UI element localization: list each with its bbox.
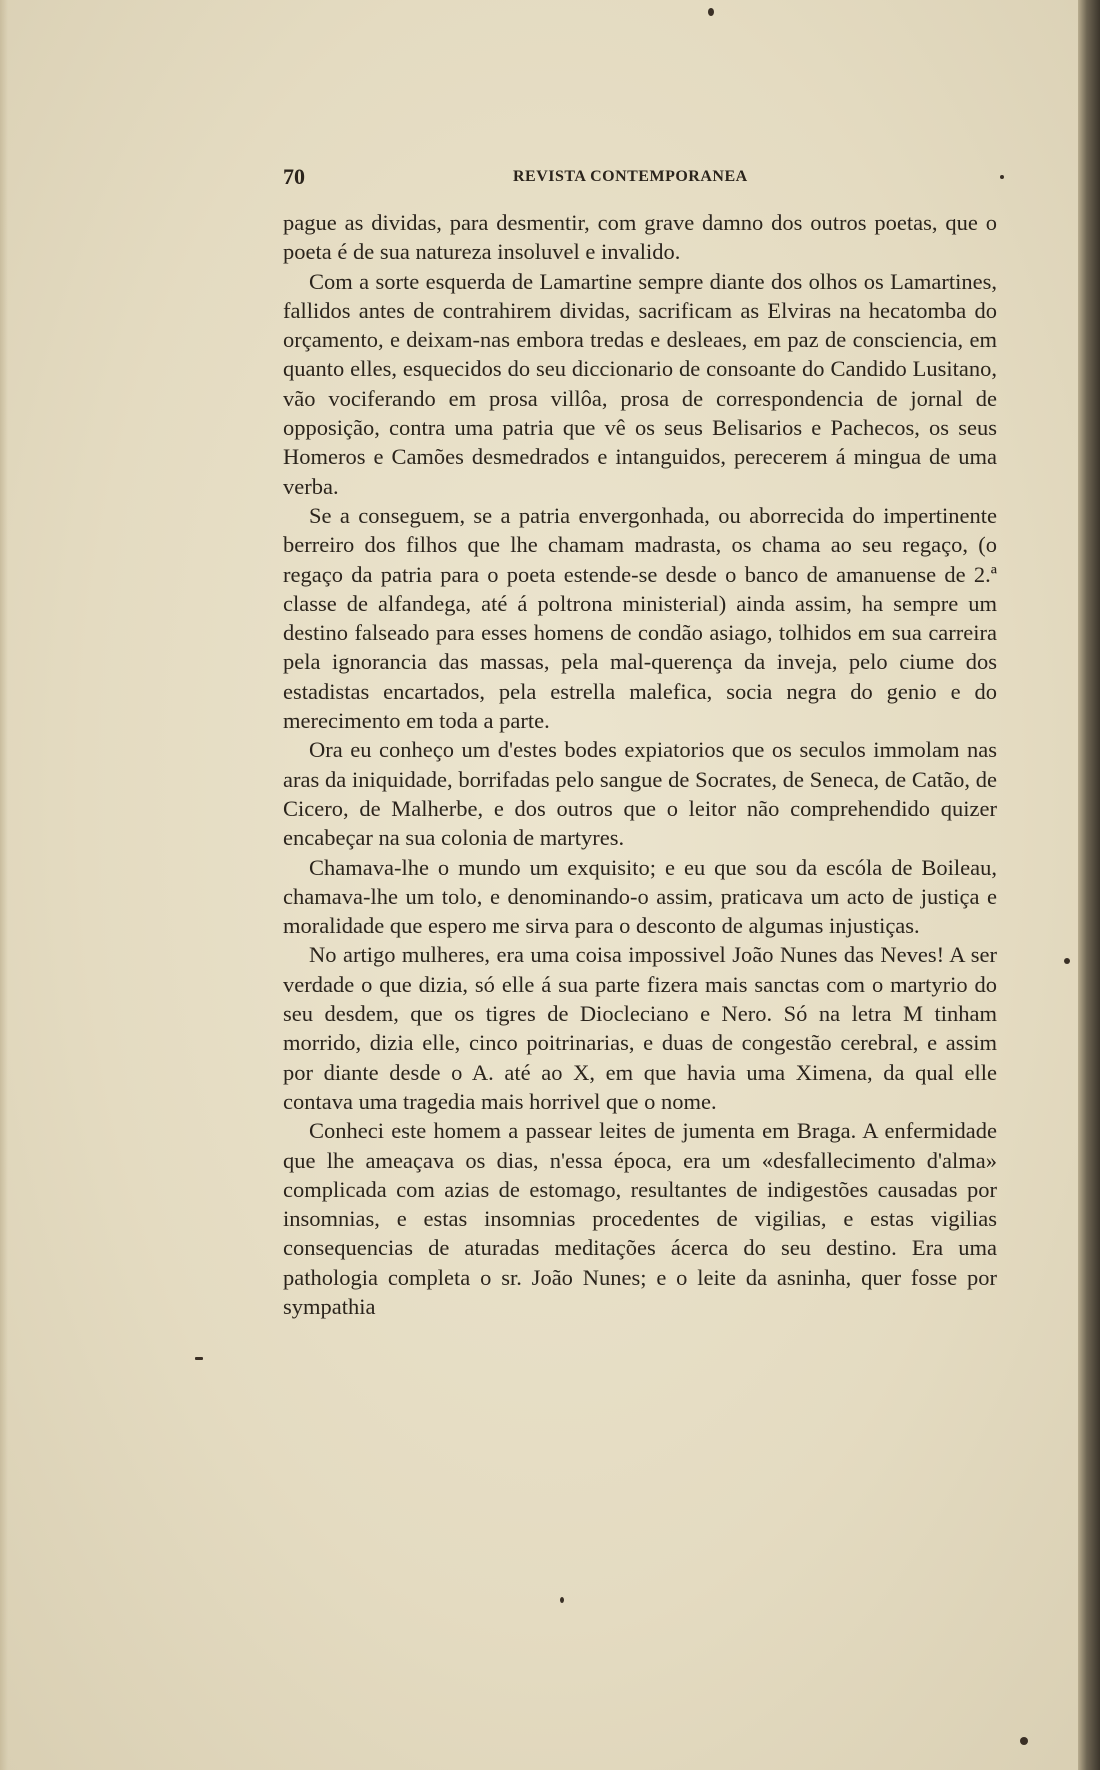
page-header [283, 164, 997, 188]
paragraph: Chamava-lhe o mundo um exquisito; e eu que sou da escóla de Boileau, chamava-lhe um tolo, e denominando-o assim, praticava um acto de justiça e moralidade que espero me sirva para o desconto de algumas injustiças. [283, 854, 997, 939]
running-head: REVISTA CONTEMPORANEA [513, 168, 748, 185]
ink-speck [1000, 175, 1004, 179]
page-right-edge [1078, 0, 1100, 1770]
ink-speck [1020, 1737, 1028, 1745]
paragraph: Ora eu conheço um d'estes bodes expiatorios que os seculos immolam nas aras da iniquidade, borrifadas pelo sangue de Socrates, de Seneca, de Catão, de Cicero, de Malherbe, e dos outros que o leitor não comprehendido quizer encabeçar na sua colonia de martyres. [283, 737, 997, 851]
ink-speck [560, 1597, 564, 1603]
page-number: 70 [283, 164, 305, 189]
ink-speck [708, 8, 714, 16]
paragraph: Conheci este homem a passear leites de jumenta em Braga. A enfermidade que lhe ameaçava os dias, n'essa época, era um «desfallecimento d'alma» complicada com azias de estomago, resultantes de indigestões causadas por insomnias, e estas insomnias procedentes de vigilias, e estas vigilias consequencias de aturadas meditações ácerca do seu destino. Era uma pathologia completa o sr. João Nunes; e o leite da asninha, quer fosse por sympathia [283, 1118, 997, 1319]
ink-speck [195, 1357, 203, 1360]
body-text [283, 208, 997, 1321]
paragraph: pague as dividas, para desmentir, com grave damno dos outros poetas, que o poeta é de sua natureza insoluvel e invalido. [283, 210, 997, 265]
page-left-shadow [0, 0, 8, 1770]
paragraph: Se a conseguem, se a patria envergonhada, ou aborrecida do impertinente berreiro dos filhos que lhe chamam madrasta, os chama ao seu regaço, (o regaço da patria para o poeta estende-se desde o banco de amanuense de 2.ª classe de alfandega, até á poltrona ministerial) ainda assim, ha sempre um destino falseado para esses homens de condão asiago, tolhidos em sua carreira pela ignorancia das massas, pela mal-querença da inveja, pelo ciume dos estadistas encartados, pela estrella malefica, socia negra do genio e do merecimento em toda a parte. [283, 502, 997, 734]
paragraph: Com a sorte esquerda de Lamartine sempre diante dos olhos os Lamartines, fallidos antes de contrahirem dividas, sacrificam as Elviras na hecatomba do orçamento, e deixam-nas embora tredas e desleaes, em paz de consciencia, em quanto elles, esquecidos do seu diccionario de consoante do Candido Lusitano, vão vociferando em prosa villôa, prosa de correspondencia de jornal de opposição, contra uma patria que vê os seus Belisarios e Pachecos, os seus Homeros e Camões desmedrados e intanguidos, perecerem á mingua de uma verba. [283, 268, 997, 499]
paragraph: No artigo mulheres, era uma coisa impossivel João Nunes das Neves! A ser verdade o que dizia, só elle á sua parte fizera mais sanctas com o martyrio do seu desdem, que os tigres de Diocleciano e Nero. Só na letra M tinham morrido, dizia elle, cinco poitrinarias, e duas de congestão cerebral, e assim por diante desde o A. até ao X, em que havia uma Ximena, da qual elle contava uma tragedia mais horrivel que o nome. [283, 942, 997, 1114]
ink-speck [1064, 958, 1070, 964]
